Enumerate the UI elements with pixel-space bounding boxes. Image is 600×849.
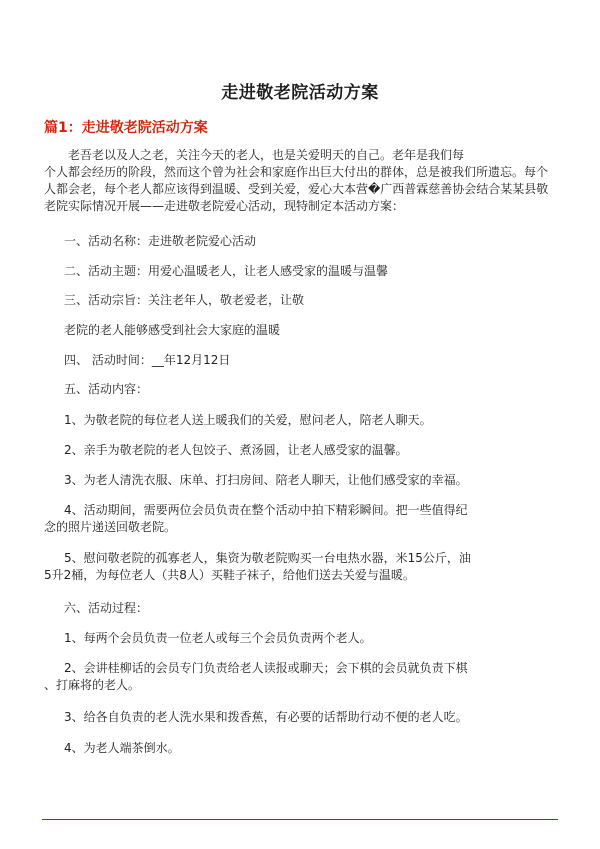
intro-paragraph (44, 147, 556, 215)
intro-line: 个人都会经历的阶段，然而这个曾为社会和家庭作出巨大付出的群体，总是被我们所遗忘。每个 (44, 165, 549, 179)
list-item (64, 472, 576, 489)
list-item (64, 263, 576, 280)
document-title: 走进敬老院活动方案 (221, 83, 379, 103)
item-line: 3、给各自负责的老人洗水果和拨香蕉，有必要的话帮助行动不便的老人吃。 (64, 710, 468, 724)
list-item (64, 412, 576, 429)
list-item (64, 233, 576, 250)
list-item (44, 502, 556, 536)
list-item (64, 381, 576, 398)
list-item (64, 322, 576, 339)
list-item (64, 709, 576, 726)
list-item (64, 352, 576, 369)
section-heading: 篇1：走进敬老院活动方案 (44, 120, 208, 136)
item-line: 4、为老人端茶倒水。 (64, 741, 180, 755)
item-line: 3、为老人清洗衣服、床单、打扫房间、陪老人聊天，让他们感受家的幸福。 (64, 473, 468, 487)
list-item (64, 740, 576, 757)
list-item (64, 600, 576, 617)
footer-divider (42, 819, 558, 820)
list-item (64, 442, 576, 459)
item-line: 三、活动宗旨：关注老年人，敬老爱老，让敬 (64, 293, 305, 307)
item-line: 五、活动内容： (64, 382, 149, 396)
item-line: 4、活动期间，需要两位会员负责在整个活动中拍下精彩瞬间。把一些值得纪 (64, 503, 468, 517)
intro-line: 老吾老以及人之老，关注今天的老人，也是关爱明天的自己。老年是我们每 (68, 148, 465, 162)
list-item (44, 660, 556, 694)
intro-line: 人都会老，每个老人都应该得到温暖、受到关爱，爱心大本营�广西普霖慈善协会结合某某县敬 (44, 182, 549, 196)
item-line: 1、为敬老院的每位老人送上暖我们的关爱，慰问老人，陪老人聊天。 (64, 413, 432, 427)
list-item (64, 630, 576, 647)
item-line: 5升2桶，为每位老人（共8人）买鞋子袜子，给他们送去关爱与温暖。 (44, 568, 415, 582)
list-item (44, 550, 556, 584)
item-line: 5、慰问敬老院的孤寡老人，集资为敬老院购买一台电热水器，米15公斤，油 (64, 551, 471, 565)
intro-line: 老院实际情况开展——走进敬老院爱心活动，现特制定本活动方案： (44, 199, 405, 213)
item-line: 、打麻将的老人。 (44, 678, 141, 692)
item-line: 2、会讲桂柳话的会员专门负责给老人读报或聊天；会下棋的会员就负责下棋 (64, 661, 468, 675)
list-item (64, 292, 576, 309)
item-line: 二、活动主题：用爱心温暖老人，让老人感受家的温暖与温馨 (64, 264, 389, 278)
item-line: 念的照片递送回敬老院。 (44, 520, 177, 534)
item-line: 四、 活动时间：__年12月12日 (64, 353, 231, 367)
item-line: 1、每两个会员负责一位老人或每三个会员负责两个老人。 (64, 631, 372, 645)
item-line: 一、活动名称：走进敬老院爱心活动 (64, 234, 257, 248)
item-line: 六、活动过程： (64, 601, 149, 615)
item-line: 老院的老人能够感受到社会大家庭的温暖 (64, 323, 281, 337)
item-line: 2、亲手为敬老院的老人包饺子、煮汤圆，让老人感受家的温馨。 (64, 443, 408, 457)
